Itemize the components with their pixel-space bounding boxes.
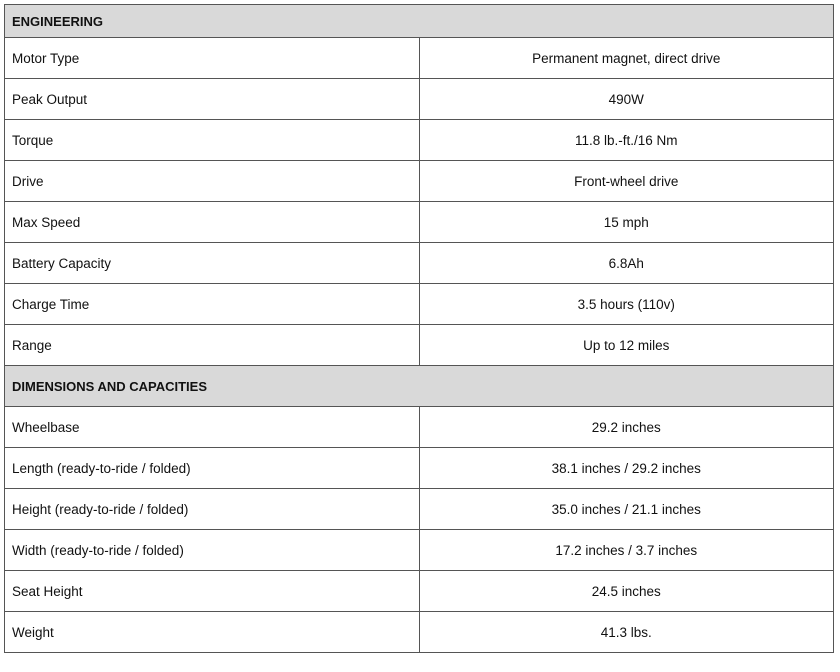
section-header-engineering (5, 5, 834, 38)
spec-value: 3.5 hours (110v) (419, 284, 834, 325)
spec-label: Max Speed (5, 202, 420, 243)
spec-value: 29.2 inches (419, 407, 834, 448)
section-header-dimensions (5, 366, 834, 407)
spec-table (4, 4, 834, 653)
spec-label: Length (ready-to-ride / folded) (5, 448, 420, 489)
spec-label: Weight (5, 612, 420, 653)
section-title: DIMENSIONS AND CAPACITIES (5, 366, 834, 407)
spec-value: Up to 12 miles (419, 325, 834, 366)
spec-row (5, 612, 834, 653)
spec-row (5, 284, 834, 325)
spec-value: 15 mph (419, 202, 834, 243)
spec-row (5, 530, 834, 571)
spec-label: Wheelbase (5, 407, 420, 448)
spec-row (5, 243, 834, 284)
spec-row (5, 202, 834, 243)
spec-label: Seat Height (5, 571, 420, 612)
spec-value: 38.1 inches / 29.2 inches (419, 448, 834, 489)
spec-value: 24.5 inches (419, 571, 834, 612)
spec-row (5, 489, 834, 530)
spec-value: 35.0 inches / 21.1 inches (419, 489, 834, 530)
spec-row (5, 120, 834, 161)
spec-label: Charge Time (5, 284, 420, 325)
spec-row (5, 325, 834, 366)
spec-row (5, 571, 834, 612)
spec-row (5, 79, 834, 120)
spec-label: Width (ready-to-ride / folded) (5, 530, 420, 571)
spec-value: Permanent magnet, direct drive (419, 38, 834, 79)
spec-label: Motor Type (5, 38, 420, 79)
section-title: ENGINEERING (5, 5, 834, 38)
spec-row (5, 448, 834, 489)
spec-value: 6.8Ah (419, 243, 834, 284)
spec-value: 11.8 lb.-ft./16 Nm (419, 120, 834, 161)
spec-label: Torque (5, 120, 420, 161)
spec-row (5, 38, 834, 79)
spec-value: 17.2 inches / 3.7 inches (419, 530, 834, 571)
spec-label: Drive (5, 161, 420, 202)
spec-label: Battery Capacity (5, 243, 420, 284)
spec-row (5, 407, 834, 448)
spec-label: Range (5, 325, 420, 366)
spec-label: Peak Output (5, 79, 420, 120)
spec-value: 41.3 lbs. (419, 612, 834, 653)
spec-row (5, 161, 834, 202)
spec-label: Height (ready-to-ride / folded) (5, 489, 420, 530)
spec-value: Front-wheel drive (419, 161, 834, 202)
spec-value: 490W (419, 79, 834, 120)
